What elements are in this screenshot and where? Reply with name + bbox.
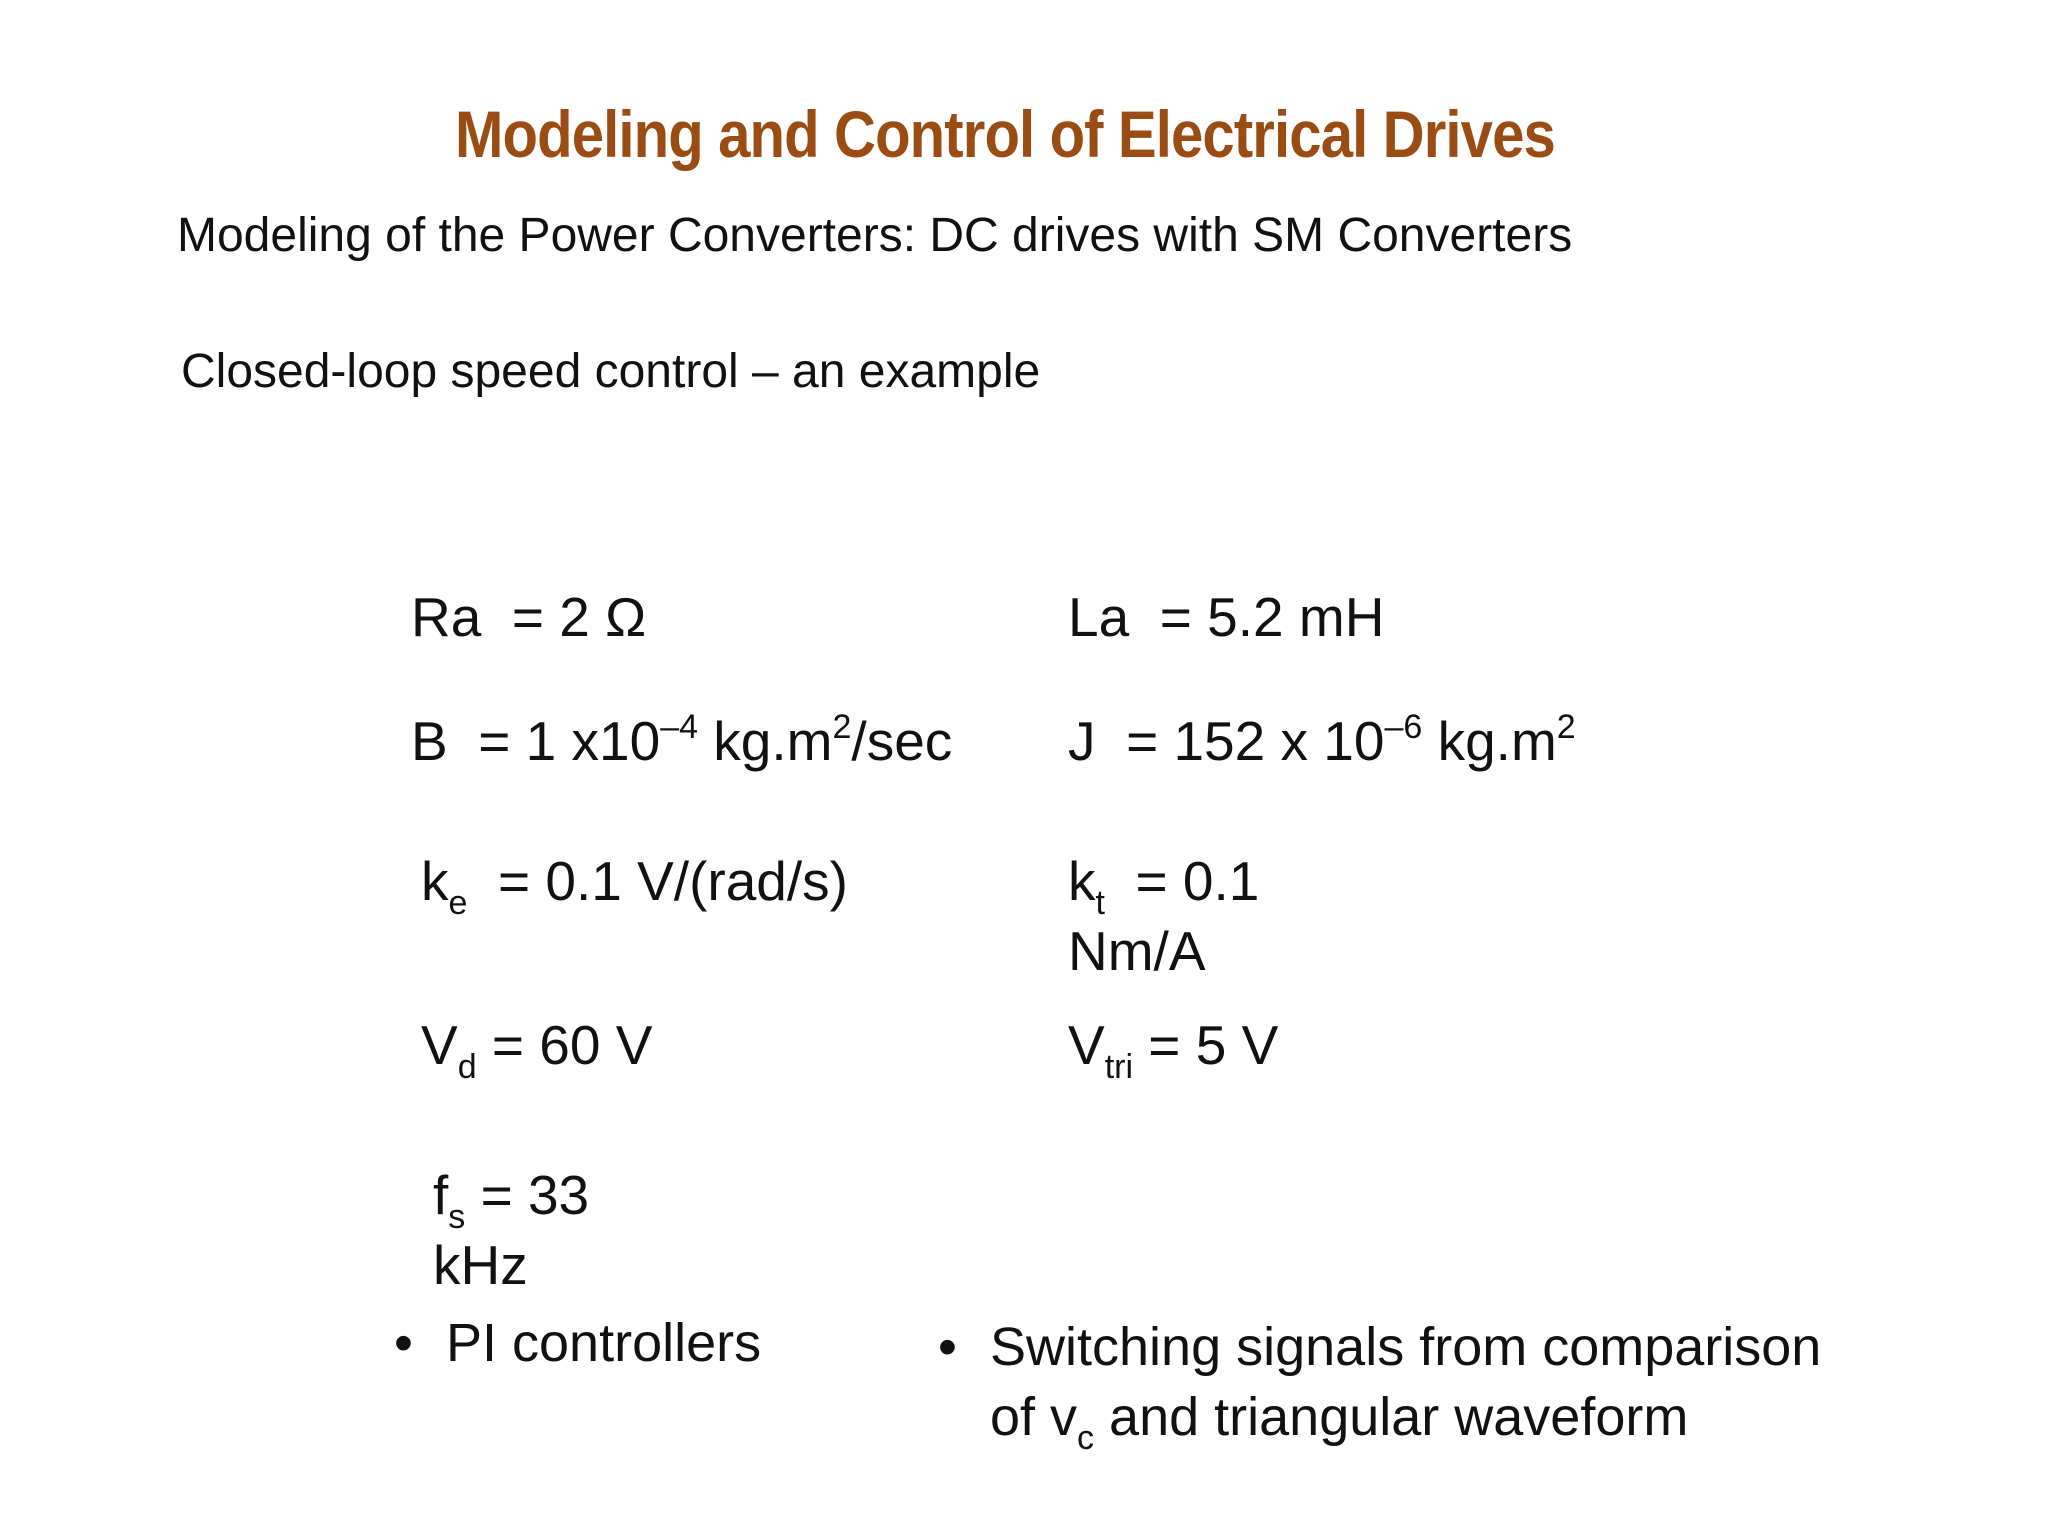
param-b-value: = 1 x10 [478, 710, 661, 772]
param-j [1068, 706, 1576, 776]
param-j-value: = 152 x 10 [1126, 710, 1385, 772]
param-kt [1068, 846, 1259, 986]
param-vd-subscript: d [457, 1048, 477, 1086]
slide-subtitle: Modeling of the Power Converters: DC drives with SM Converters [177, 209, 1573, 262]
param-b [411, 706, 952, 776]
param-vtri [1068, 1010, 1279, 1086]
param-b-unit-tail: /sec [851, 710, 953, 772]
param-ra-value: = 2 Ω [511, 586, 647, 648]
param-j-unit: kg.m [1422, 710, 1557, 772]
bullet-pi-controllers [394, 1308, 761, 1378]
param-vd [421, 1010, 653, 1086]
param-kt-value: = 0.1 [1135, 850, 1260, 912]
param-kt-label: k [1068, 850, 1096, 912]
param-vtri-value: = 5 V [1148, 1014, 1279, 1076]
param-vtri-label: V [1068, 1014, 1105, 1076]
param-ke-value: = 0.1 V/(rad/s) [497, 850, 848, 912]
param-j-label: J [1068, 710, 1096, 772]
bullet-switching-vc-subscript: c [1077, 1419, 1095, 1457]
slide-title: Modeling and Control of Electrical Drives [455, 97, 1555, 171]
param-la-value: = 5.2 mH [1159, 586, 1385, 648]
bullet-marker: • [938, 1317, 957, 1377]
bullet-marker: • [394, 1313, 413, 1373]
param-j-unit-exponent: 2 [1556, 708, 1576, 746]
bullet-switching-line2-pre: of v [990, 1387, 1078, 1447]
param-b-unit-exponent: 2 [832, 708, 852, 746]
param-vd-label: V [421, 1014, 458, 1076]
bullet-pi-controllers-text: PI controllers [446, 1313, 762, 1373]
param-j-exponent: –6 [1384, 708, 1423, 746]
param-b-exponent: –4 [660, 708, 699, 746]
param-fs-subscript: s [448, 1198, 466, 1236]
param-la-label: La [1068, 586, 1130, 648]
bullet-switching-line1: Switching signals from comparison [990, 1317, 1822, 1377]
param-vtri-subscript: tri [1104, 1048, 1134, 1086]
param-fs [433, 1160, 589, 1300]
param-kt-unit: Nm/A [1068, 920, 1206, 982]
param-fs-unit: kHz [433, 1234, 528, 1296]
param-ke-subscript: e [448, 884, 468, 922]
param-la [1068, 582, 1384, 652]
bullet-switching-line2-post: and triangular waveform [1094, 1387, 1689, 1447]
param-ke [421, 846, 848, 922]
bullet-switching-signals [938, 1312, 1822, 1457]
param-vd-value: = 60 V [491, 1014, 653, 1076]
param-fs-value: = 33 [480, 1164, 590, 1226]
param-fs-label: f [433, 1164, 449, 1226]
param-kt-subscript: t [1095, 884, 1105, 922]
param-ke-label: k [421, 850, 449, 912]
param-b-unit: kg.m [698, 710, 833, 772]
section-heading: Closed-loop speed control – an example [181, 345, 1041, 398]
param-ra [411, 582, 646, 652]
param-b-label: B [411, 710, 448, 772]
param-ra-label: Ra [411, 586, 482, 648]
